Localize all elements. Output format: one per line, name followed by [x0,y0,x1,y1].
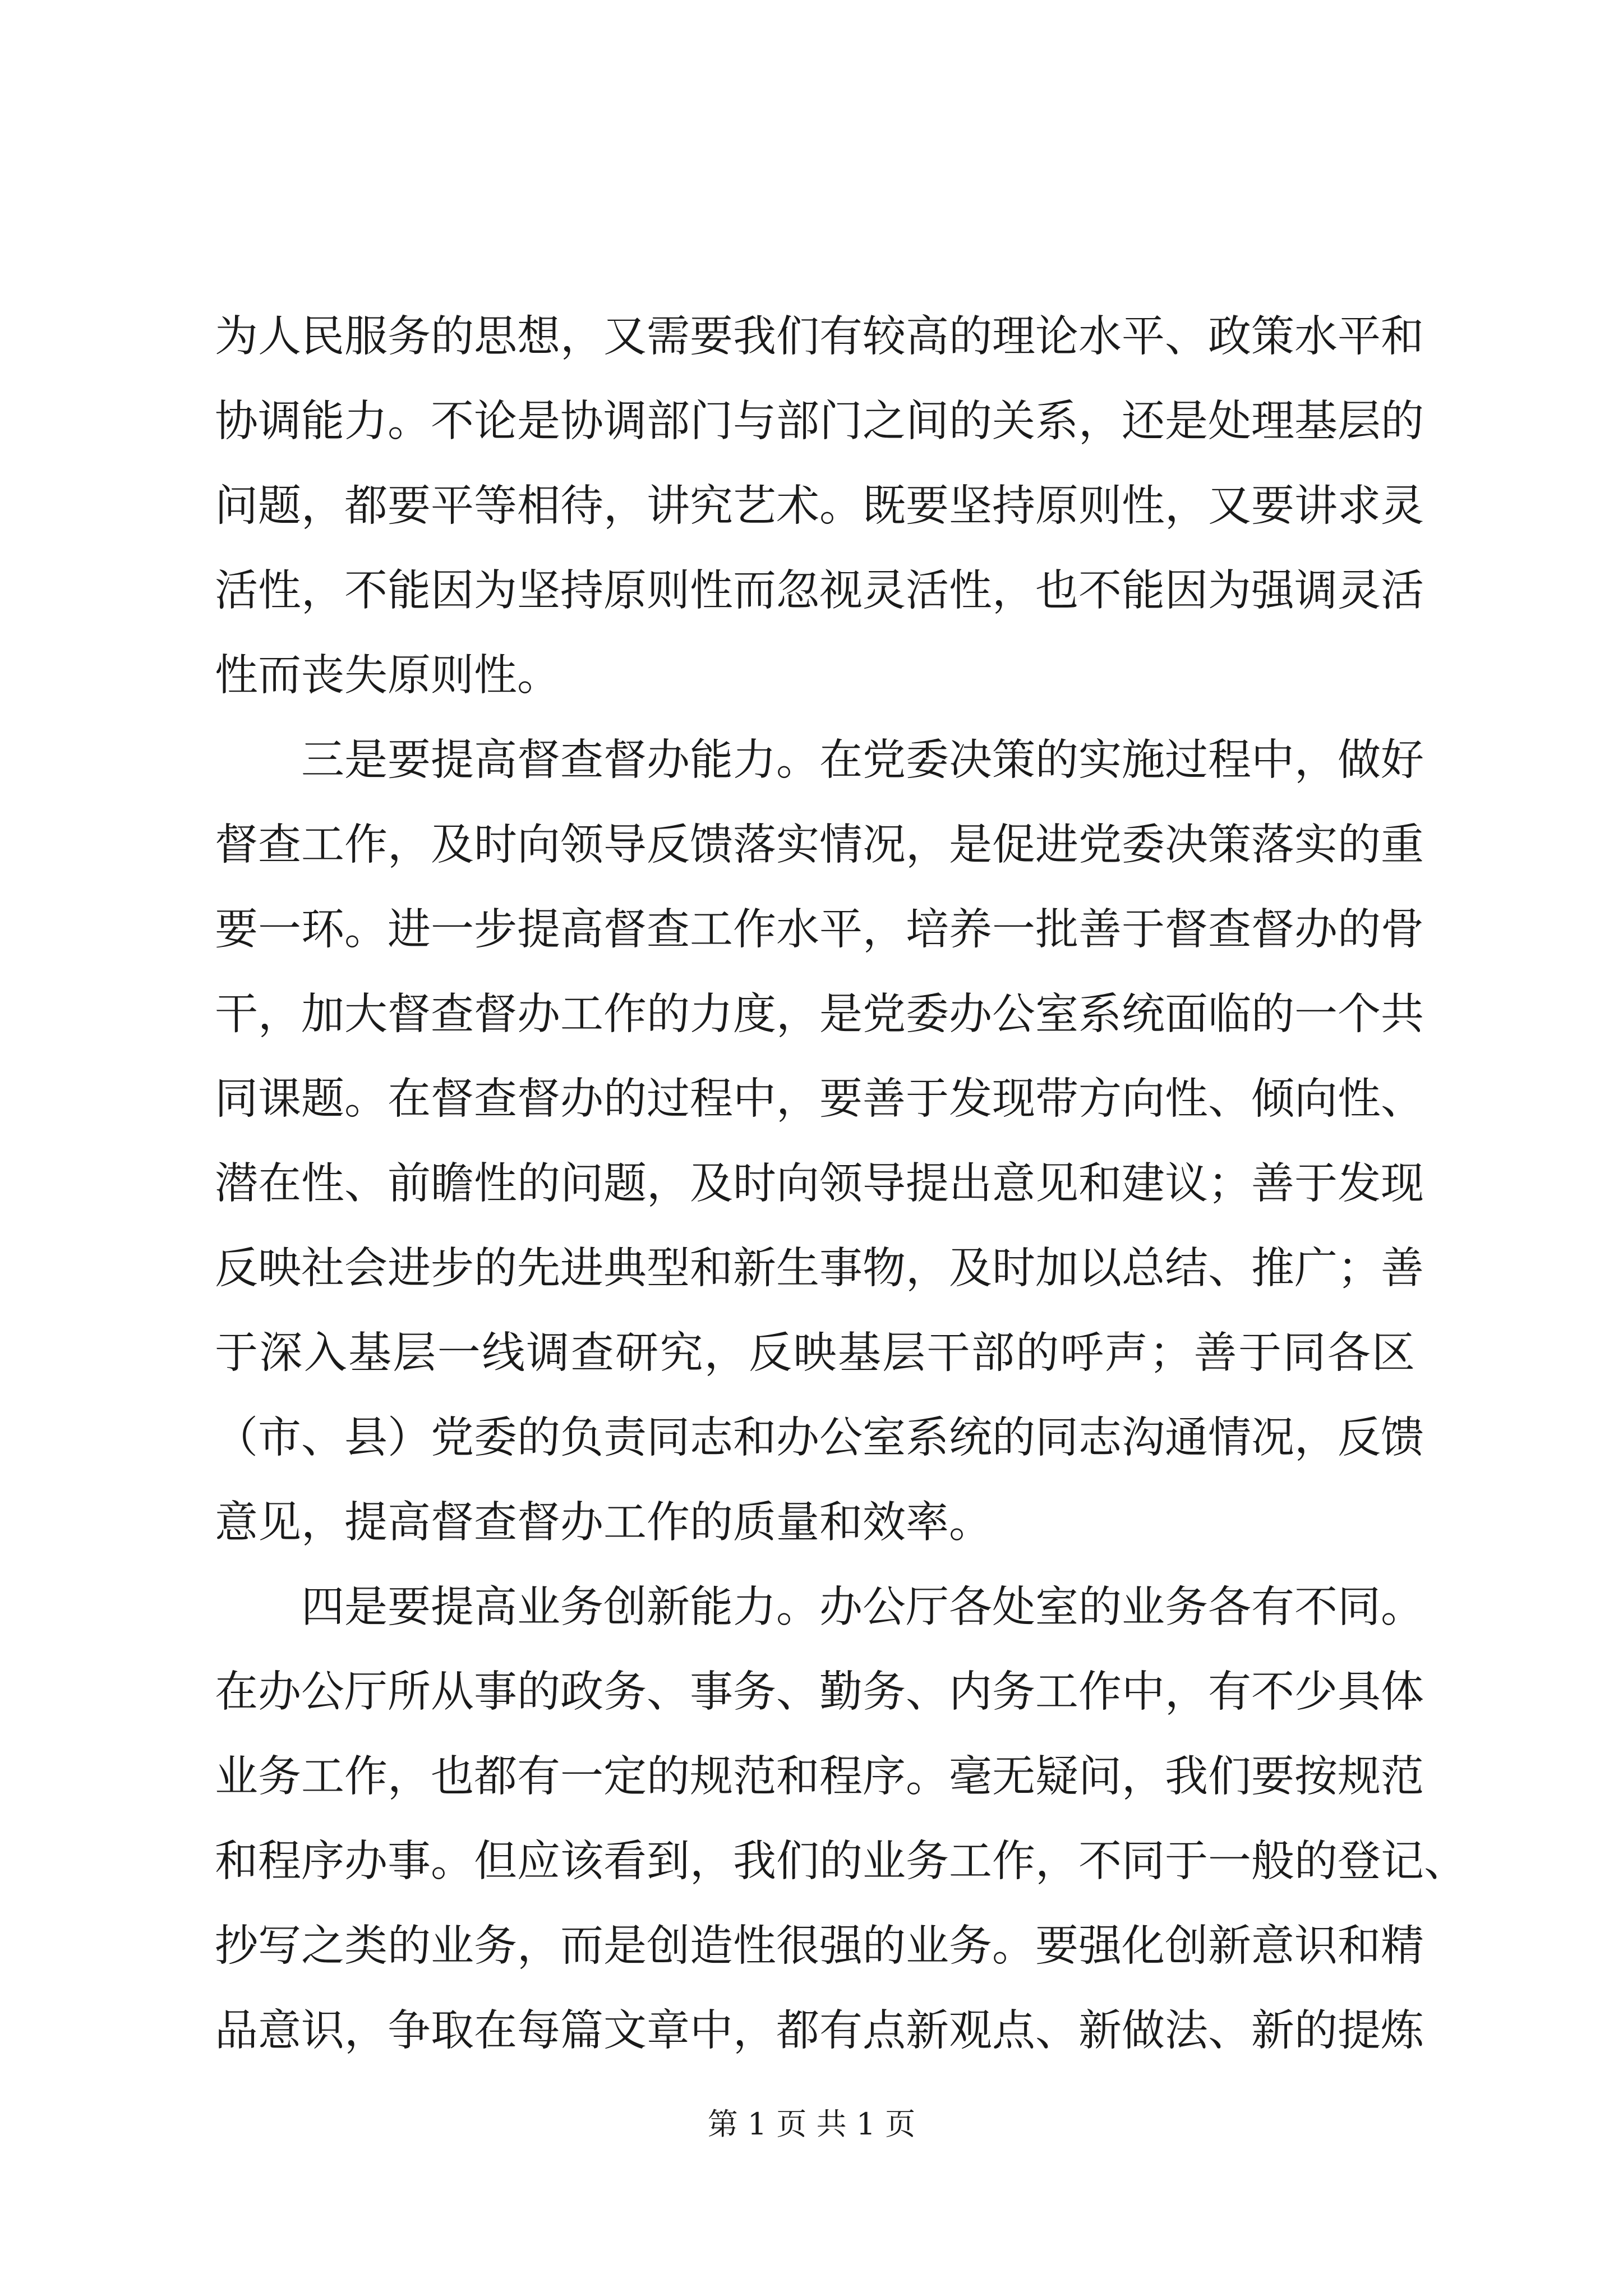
paragraph-1 [215,295,1424,718]
text-line: （市、县）党委的负责同志和办公室系统的同志沟通情况，反馈 [215,1413,1424,1463]
text-line: 督查工作，及时向领导反馈落实情况，是促进党委决策落实的重 [215,820,1424,870]
text-line: 抄写之类的业务，而是创造性很强的业务。要强化创新意识和精 [215,1921,1424,1971]
page-number-label: 第 1 页 共 1 页 [707,2106,916,2142]
text-line: 潜在性、前瞻性的问题，及时向领导提出意见和建议；善于发现 [215,1159,1424,1209]
text-line: 和程序办事。但应该看到，我们的业务工作，不同于一般的登记、 [215,1837,1467,1887]
document-body [215,295,1467,2073]
text-line: 活性，不能因为坚持原则性而忽视灵活性，也不能因为强调灵活 [215,566,1424,616]
text-line: 协调能力。不论是协调部门与部门之间的关系，还是处理基层的 [215,397,1424,447]
text-line: 四是要提高业务创新能力。办公厅各处室的业务各有不同。 [301,1582,1424,1632]
text-line: 业务工作，也都有一定的规范和程序。毫无疑问，我们要按规范 [215,1752,1424,1802]
text-line: 性而丧失原则性。 [215,651,560,701]
text-line: 同课题。在督查督办的过程中，要善于发现带方向性、倾向性、 [215,1074,1424,1124]
text-line: 三是要提高督查督办能力。在党委决策的实施过程中，做好 [301,735,1424,785]
text-line: 问题，都要平等相待，讲究艺术。既要坚持原则性，又要讲求灵 [215,481,1424,531]
text-line: 意见，提高督查督办工作的质量和效率。 [215,1498,992,1548]
text-line: 要一环。进一步提高督查工作水平，培养一批善于督查督办的骨 [215,905,1424,955]
text-line: 干，加大督查督办工作的力度，是党委办公室系统面临的一个共 [215,990,1424,1039]
text-line: 反映社会进步的先进典型和新生事物，及时加以总结、推广；善 [215,1244,1424,1294]
text-line: 于深入基层一线调查研究，反映基层干部的呼声；善于同各区 [215,1328,1415,1378]
paragraph-2 [215,718,1424,1565]
text-line: 在办公厅所从事的政务、事务、勤务、内务工作中，有不少具体 [215,1667,1424,1717]
paragraph-3 [215,1565,1467,2073]
text-line: 为人民服务的思想，又需要我们有较高的理论水平、政策水平和 [215,312,1424,362]
page-footer [0,2105,1623,2144]
text-line: 品意识，争取在每篇文章中，都有点新观点、新做法、新的提炼 [215,2006,1424,2056]
